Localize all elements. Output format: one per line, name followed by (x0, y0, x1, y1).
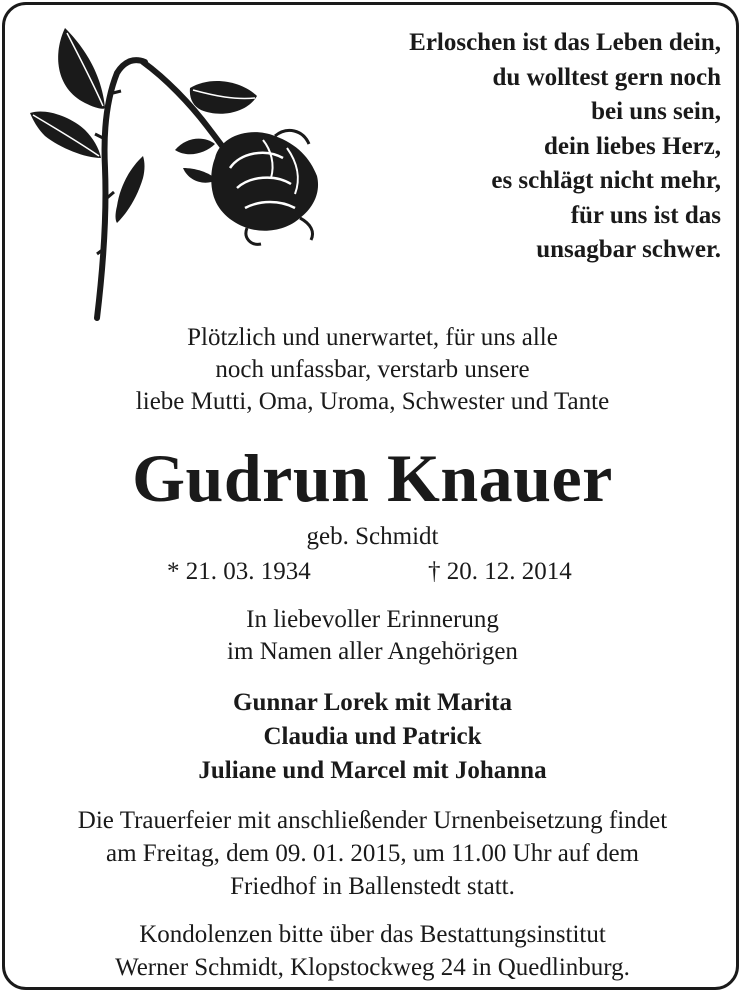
poem-line: es schlägt nicht mehr, (491, 167, 721, 194)
condolences-line: Werner Schmidt, Klopstockweg 24 in Quedlinburg. (115, 954, 630, 981)
service-line: Die Trauerfeier mit anschließender Urnenbeisetzung findet (77, 807, 668, 834)
intro-line: liebe Mutti, Oma, Uroma, Schwester und Tante (135, 388, 610, 415)
poem-line: unsagbar schwer. (536, 236, 721, 263)
family-names (0, 686, 745, 788)
family-line: Juliane und Marcel mit Johanna (198, 757, 547, 784)
poem (291, 26, 721, 268)
memory-text (0, 604, 745, 668)
deceased-name: Gudrun Knauer (132, 440, 613, 516)
condolences-line: Kondolenzen bitte über das Bestattungsinstitut (139, 921, 606, 948)
intro-text (0, 322, 745, 418)
death-date: † 20. 12. 2014 (428, 558, 572, 585)
memory-line: In liebevoller Erinnerung (246, 606, 499, 633)
intro-line: Plötzlich und unerwartet, für uns alle (187, 324, 558, 351)
family-line: Claudia und Patrick (263, 723, 482, 750)
poem-line: Erloschen ist das Leben dein, (409, 29, 721, 56)
service-line: am Freitag, dem 09. 01. 2015, um 11.00 Uhr auf dem (105, 840, 639, 867)
funeral-service-info (0, 804, 745, 903)
condolences-info (0, 918, 745, 984)
birth-date: * 21. 03. 1934 (167, 558, 311, 585)
birth-name: geb. Schmidt (306, 523, 439, 550)
rose-illustration (25, 18, 325, 328)
family-line: Gunnar Lorek mit Marita (233, 689, 512, 716)
intro-line: noch unfassbar, verstarb unsere (215, 356, 530, 383)
poem-line: dein liebes Herz, (543, 132, 721, 160)
service-line: Friedhof in Ballenstedt statt. (230, 873, 515, 900)
poem-line: für uns ist das (570, 201, 721, 229)
poem-line: du wolltest gern noch (492, 63, 721, 91)
poem-line: bei uns sein, (591, 98, 721, 125)
memory-line: im Namen aller Angehörigen (227, 638, 518, 665)
